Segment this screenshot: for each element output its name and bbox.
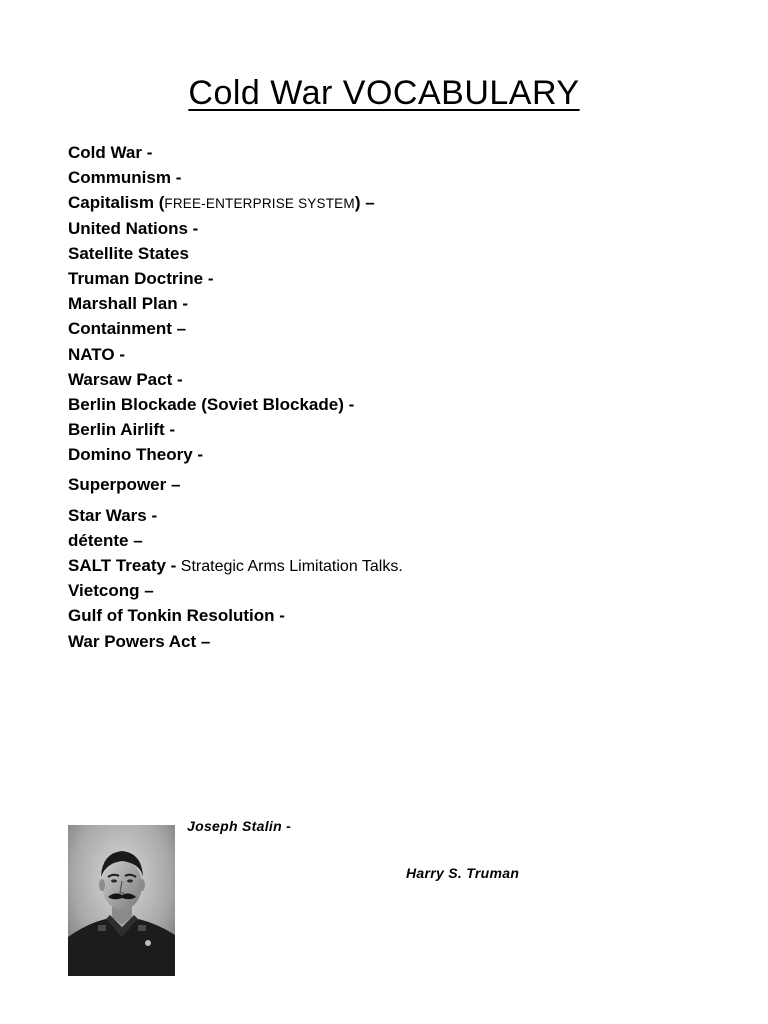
vocab-item-star-wars xyxy=(68,503,403,528)
vocab-item-berlin-airlift xyxy=(68,417,403,442)
vocab-note: Strategic Arms Limitation Talks. xyxy=(176,558,403,575)
vocab-term: Berlin Blockade (Soviet Blockade) xyxy=(68,394,344,414)
vocab-paren-close: ) xyxy=(354,193,361,213)
vocab-term: Containment xyxy=(68,319,172,339)
page-title: Cold War VOCABULARY xyxy=(188,74,580,112)
vocab-item-containment xyxy=(68,316,403,341)
vocab-item-detente xyxy=(68,528,403,553)
vocab-item-united-nations xyxy=(68,216,403,241)
vocab-item-gulf-of-tonkin xyxy=(68,603,403,628)
vocab-item-truman-doctrine xyxy=(68,266,403,291)
vocab-term: United Nations xyxy=(68,218,188,238)
vocab-term: Satellite States xyxy=(68,243,189,263)
vocab-term: Star Wars xyxy=(68,505,147,525)
vocab-dash: - xyxy=(187,218,199,238)
vocab-term: détente xyxy=(68,530,129,550)
vocab-dash: – xyxy=(166,475,181,495)
vocab-term: NATO xyxy=(68,344,115,364)
vocab-dash: - xyxy=(177,294,188,314)
vocab-dash: - xyxy=(164,420,176,440)
vocab-dash: – xyxy=(196,631,211,651)
vocab-item-warsaw-pact xyxy=(68,367,403,392)
vocab-term: Vietcong xyxy=(68,581,140,601)
vocab-dash: – xyxy=(360,193,375,213)
vocab-item-war-powers-act xyxy=(68,629,403,654)
vocab-item-satellite-states xyxy=(68,241,403,266)
stalin-portrait-image xyxy=(68,825,175,976)
vocab-dash: - xyxy=(114,344,125,364)
vocab-term: Cold War xyxy=(68,143,142,162)
vocab-item-capitalism xyxy=(68,190,403,215)
vocab-item-vietcong xyxy=(68,578,403,603)
vocab-term: War Powers Act xyxy=(68,631,197,651)
vocab-dash: - xyxy=(192,445,204,465)
vocab-term: Marshall Plan xyxy=(68,294,178,314)
vocab-dash: – xyxy=(139,581,154,601)
vocab-dash: - xyxy=(146,505,158,525)
vocab-term: Gulf of Tonkin Resolution xyxy=(68,606,275,626)
vocab-dash: – xyxy=(128,530,143,550)
vocab-item-domino-theory xyxy=(68,442,403,467)
vocab-dash: - xyxy=(172,369,183,389)
vocab-item-nato xyxy=(68,342,403,367)
vocab-list xyxy=(68,140,403,654)
vocab-item-cold-war xyxy=(68,140,403,165)
vocab-term: Capitalism xyxy=(68,193,154,213)
vocab-dash: - xyxy=(165,556,177,575)
vocab-dash: - xyxy=(343,394,355,414)
vocab-note: FREE-ENTERPRISE SYSTEM xyxy=(164,196,355,212)
vocab-item-berlin-blockade xyxy=(68,392,403,417)
vocab-term: SALT Treaty xyxy=(68,556,166,575)
vocab-item-salt-treaty xyxy=(68,553,403,578)
vocab-dash: - xyxy=(274,606,285,626)
vocab-item-communism xyxy=(68,165,403,190)
vocab-term: Berlin Airlift xyxy=(68,420,165,440)
vocab-term: Warsaw Pact xyxy=(68,369,173,389)
vocab-term: Communism xyxy=(68,168,171,188)
vocab-term: Domino Theory xyxy=(68,445,193,465)
vocab-dash: - xyxy=(141,143,153,162)
vocab-dash: – xyxy=(171,319,187,339)
vocab-item-superpower xyxy=(68,472,403,497)
vocab-term: Superpower xyxy=(68,475,167,495)
vocab-dash: - xyxy=(203,268,214,288)
truman-caption: Harry S. Truman xyxy=(406,865,520,881)
vocab-term: Truman Doctrine xyxy=(68,268,204,288)
stalin-caption: Joseph Stalin - xyxy=(187,818,292,834)
vocab-dash: - xyxy=(170,168,182,188)
vocab-paren-open: ( xyxy=(153,193,165,213)
vocab-item-marshall-plan xyxy=(68,291,403,316)
